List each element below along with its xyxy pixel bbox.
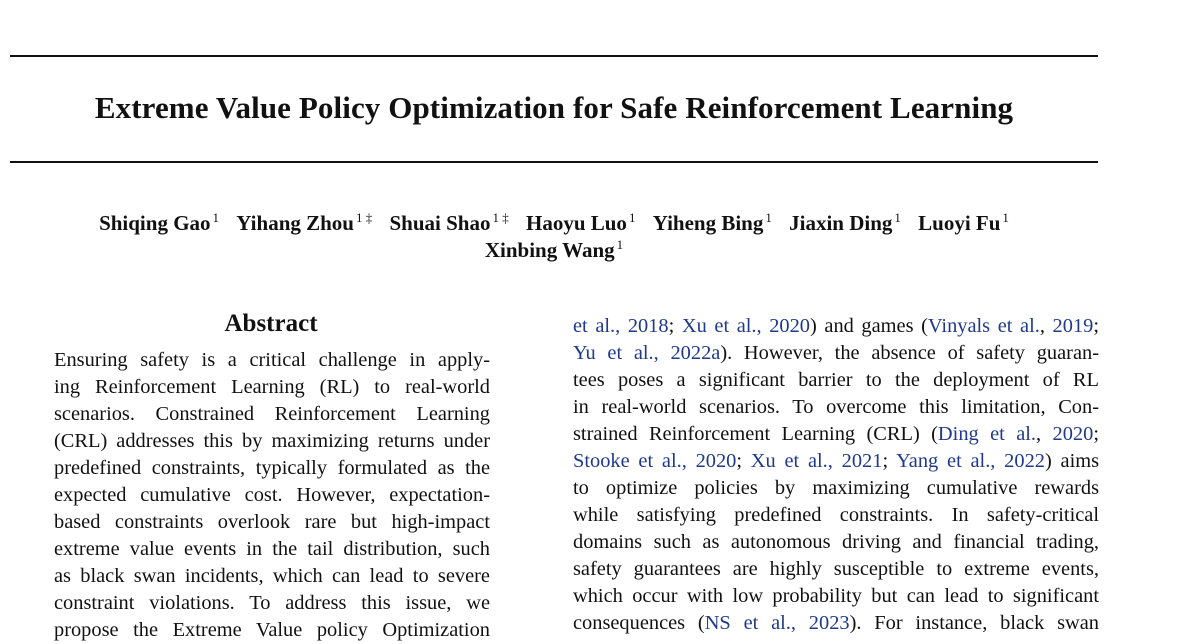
abstract-line: extreme value events in the tail distribution, such xyxy=(54,538,490,560)
body-line: while satisfying predefined constraints. In safety-critical xyxy=(573,504,1099,526)
introduction-body xyxy=(573,313,1099,637)
author: Haoyu Luo $^1$ xyxy=(525,210,636,235)
title-bottom-rule xyxy=(10,161,1098,163)
body-line: strained Reinforcement Learning (CRL) (Ding et al., 2020; xyxy=(573,423,1099,445)
abstract-line: constraint violations. To address this issue, we xyxy=(54,592,490,614)
body-line: et al., 2018; Xu et al., 2020) and games (Vinyals et al., 2019; xyxy=(573,315,1099,337)
author: Jiaxin Ding $^1$ xyxy=(789,210,901,235)
body-line: Yu et al., 2022a). However, the absence of safety guaran- xyxy=(573,342,1099,364)
author: Yiheng Bing $^1$ xyxy=(652,210,772,235)
citation-link[interactable]: Vinyals et al. xyxy=(927,315,1040,337)
abstract-line: (CRL) addresses this by maximizing returns under xyxy=(54,430,490,452)
body-line: to optimize policies by maximizing cumulative rewards xyxy=(573,477,1099,499)
citation-link[interactable]: Yang et al., 2022 xyxy=(896,450,1045,472)
affiliation-mark: 1 xyxy=(765,210,772,225)
abstract-line: scenarios. Constrained Reinforcement Learning xyxy=(54,403,490,425)
abstract-line: propose the Extreme Value policy Optimization xyxy=(54,619,490,641)
body-line: consequences (NS et al., 2023). For instance, black swan xyxy=(573,612,1099,634)
citation-link[interactable]: NS et al., 2023 xyxy=(704,612,850,634)
body-line: in real-world scenarios. To overcome this limitation, Con- xyxy=(573,396,1099,418)
citation-link[interactable]: 2019 xyxy=(1052,315,1094,337)
author: Xinbing Wang $^1$ xyxy=(484,237,624,262)
affiliation-mark: 1 xyxy=(628,210,636,225)
body-line: Stooke et al., 2020; Xu et al., 2021; Yang et al., 2022) aims xyxy=(573,450,1100,472)
citation-link[interactable]: et al., 2018 xyxy=(573,315,669,337)
citation-link[interactable]: 2020 xyxy=(1052,423,1094,445)
citation-link[interactable]: Xu et al., 2021 xyxy=(750,450,883,472)
body-line: domains such as autonomous driving and financial trading, xyxy=(573,531,1099,553)
citation-link[interactable]: Stooke et al., 2020 xyxy=(573,450,737,472)
abstract-line: based constraints overlook rare but high-impact xyxy=(54,511,490,533)
citation-link[interactable]: Yu et al., 2022a xyxy=(573,342,721,364)
author: Shuai Shao $^{1 \ddagger}$ xyxy=(389,210,509,235)
citation-link[interactable]: Ding et al. xyxy=(937,423,1037,445)
body-line: safety guarantees are highly susceptible to extreme events, xyxy=(573,558,1099,580)
abstract-heading: Abstract xyxy=(224,310,318,337)
affiliation-mark: 1 xyxy=(1002,210,1009,225)
body-line: which occur with low probability but can lead to significant xyxy=(573,585,1099,607)
author-list xyxy=(40,210,1068,264)
title-top-rule xyxy=(10,55,1098,57)
abstract-line: expected cumulative cost. However, expectation- xyxy=(54,484,490,506)
author: Luoyi Fu $^1$ xyxy=(918,210,1009,235)
affiliation-mark: 1 ‡ xyxy=(356,210,373,225)
abstract-line: predefined constraints, typically formulated as the xyxy=(54,457,490,479)
body-line: tees poses a significant barrier to the deployment of RL xyxy=(573,369,1099,391)
affiliation-mark: 1 xyxy=(894,210,901,225)
abstract-line: ing Reinforcement Learning (RL) to real-world xyxy=(54,376,490,398)
affiliation-mark: 1 ‡ xyxy=(492,210,509,225)
abstract-line: Ensuring safety is a critical challenge in apply- xyxy=(54,349,490,371)
affiliation-mark: 1 xyxy=(212,210,220,225)
author: Shiqing Gao $^1$ xyxy=(99,210,220,235)
affiliation-mark: 1 xyxy=(616,237,624,252)
author: Yihang Zhou $^{1 \ddagger}$ xyxy=(236,210,373,235)
paper-title: Extreme Value Policy Optimization for Safe Reinforcement Learning xyxy=(94,90,1014,125)
abstract-body xyxy=(54,347,490,644)
abstract-line: as black swan incidents, which can lead to severe xyxy=(54,565,490,587)
citation-link[interactable]: Xu et al., 2020 xyxy=(681,315,810,337)
